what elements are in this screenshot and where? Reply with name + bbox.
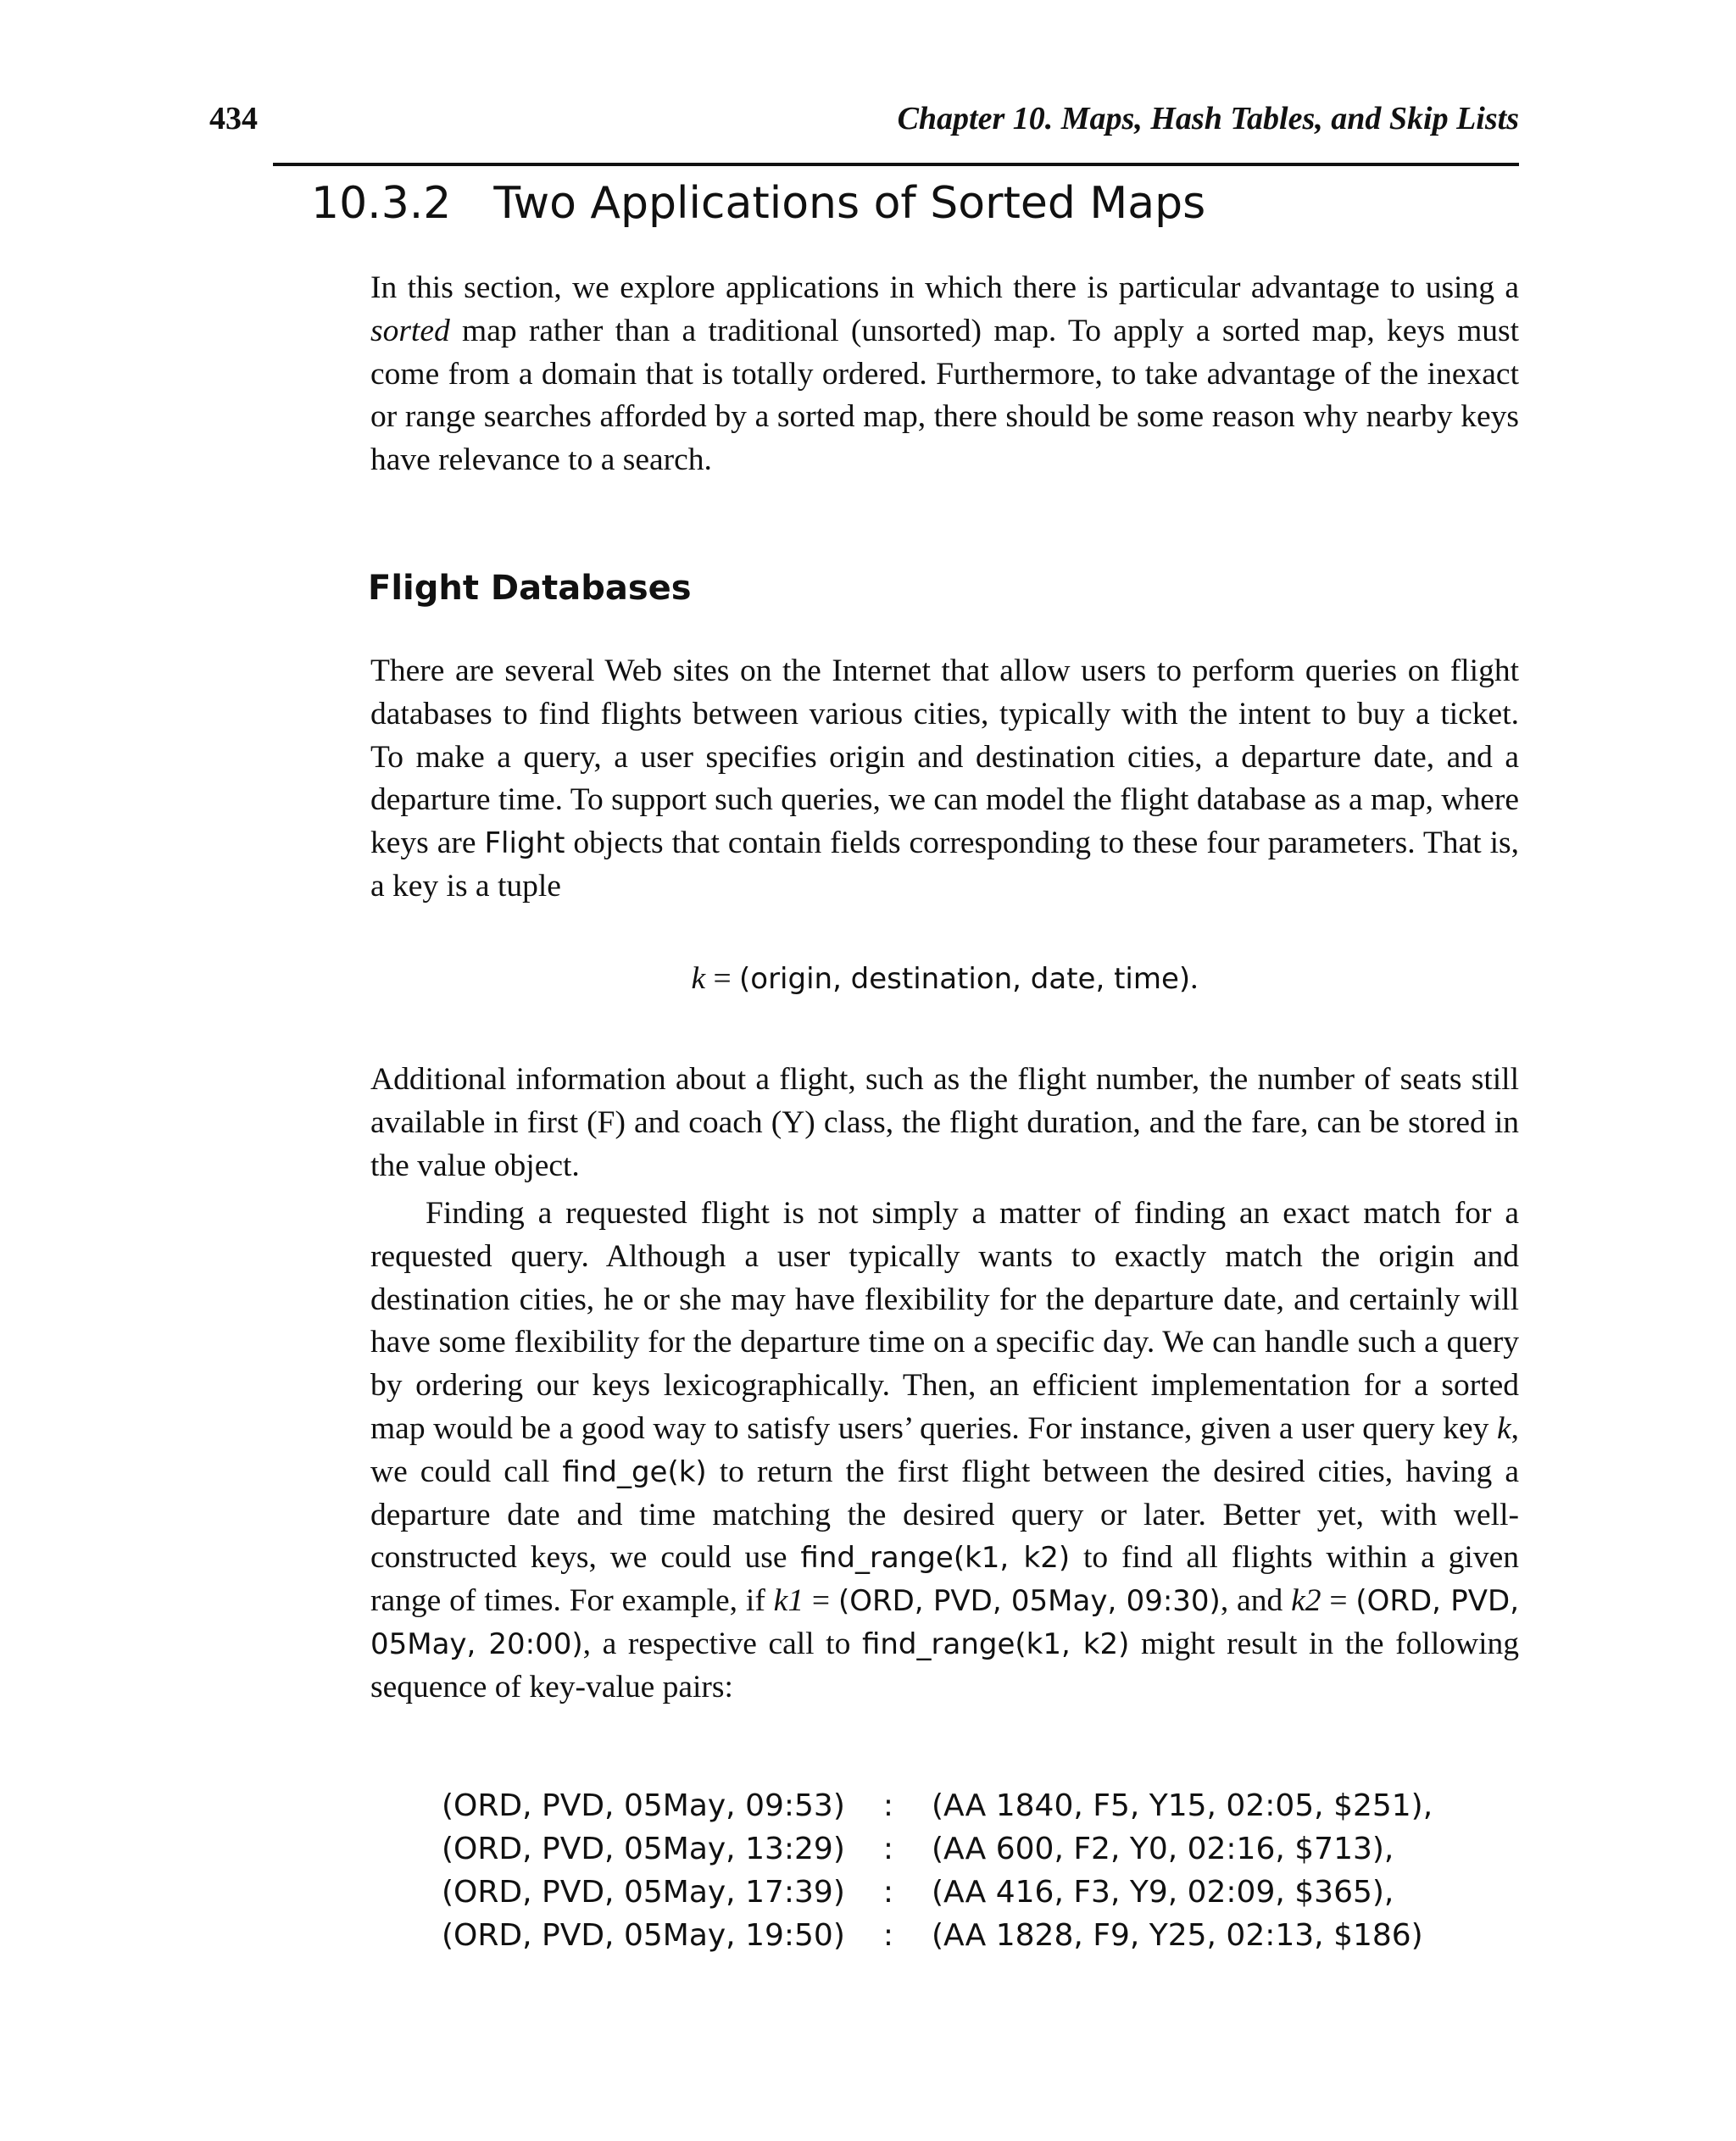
key-tuple-equation: k = (origin, destination, date, time). xyxy=(691,961,1199,996)
kv-separator: : xyxy=(882,1918,893,1953)
code-k1-value: (ORD, PVD, 05May, 09:30) xyxy=(837,1584,1221,1619)
kv-separator: : xyxy=(882,1832,893,1866)
page-number: 434 xyxy=(209,101,258,136)
kv-key: (ORD, PVD, 05May, 19:50) xyxy=(442,1918,845,1953)
table-row xyxy=(442,1914,1433,1957)
running-head: Chapter 10. Maps, Hash Tables, and Skip Lists xyxy=(897,101,1519,136)
code-k2-value: (ORD, PVD, 05May, 20:00) xyxy=(370,1584,1520,1661)
kv-separator: : xyxy=(882,1875,893,1910)
code-find-range: find_range(k1, k2) xyxy=(800,1541,1071,1576)
kv-key: (ORD, PVD, 05May, 09:53) xyxy=(442,1788,845,1823)
header-rule xyxy=(273,163,1519,166)
kv-key: (ORD, PVD, 05May, 13:29) xyxy=(442,1832,845,1866)
table-row xyxy=(442,1871,1433,1914)
section-heading xyxy=(311,178,1205,229)
section-title: Two Applications of Sorted Maps xyxy=(493,178,1206,229)
eq-rhs: (origin, destination, date, time) xyxy=(739,962,1191,996)
flight-paragraph: There are several Web sites on the Internet that allow users to perform queries on flight databases to find flights between various cities, typically with the intent to buy a ticket. To make a query, a user specifies origin and destination cities, a departure date, and a departure time. To support such queries, we can model the flight database as a map, where keys are Flight objects that contain fields corresponding to these four parameters. That is, a key is a tuple xyxy=(370,653,1519,904)
table-row xyxy=(442,1827,1433,1871)
kv-value: (AA 416, F3, Y9, 02:09, $365), xyxy=(932,1875,1394,1910)
kv-value: (AA 600, F2, Y0, 02:16, $713), xyxy=(932,1832,1394,1866)
eq-lhs: k xyxy=(691,961,706,996)
kv-separator: : xyxy=(882,1788,893,1823)
additional-info-paragraph: Additional information about a flight, such as the flight number, the number of seats still available in first (F) and coach (Y) class, the flight duration, and the fare, can be stored in the value object. xyxy=(370,1062,1519,1183)
finding-paragraph: Finding a requested flight is not simply a matter of finding an exact match for a requested query. Although a user typically wants to exactly match the origin and destination cities, he or she may have flexibility for the departure date, and certainly will have some flexibility for the departure time on a specific day. We can handle such a query by ordering our keys lexicographically. Then, an efficient implementation for a sorted map would be a good way to satisfy users’ queries. For instance, given a user query key k, we could call find_ge(k) to return the first flight between the desired cities, having a departure date and time matching the desired query or later. Better yet, with well-constructed keys, we could use find_range(k1, k2) to find all flights within a given range of times. For example, if k1 = (ORD, PVD, 05May, 09:30), and k2 = (ORD, PVD, 05May, 20:00), a respective call to find_range(k1, k2) might result in the following sequence of key-value pairs: xyxy=(370,1196,1520,1704)
section-number: 10.3.2 xyxy=(311,178,452,229)
emphasis-sorted: sorted xyxy=(370,313,450,348)
key-value-pairs-table xyxy=(442,1784,1433,1957)
kv-value: (AA 1828, F9, Y25, 02:13, $186) xyxy=(932,1918,1423,1953)
intro-paragraph: In this section, we explore applications in which there is particular advantage to using a sorted map rather than a traditional (unsorted) map. To apply a sorted map, keys must come from a domain that is totally ordered. Furthermore, to take advantage of the inexact or range searches afforded by a sorted map, there should be some reason why nearby keys have relevance to a search. xyxy=(370,270,1519,478)
code-find-ge: find_ge(k) xyxy=(562,1454,707,1489)
table-row xyxy=(442,1784,1433,1827)
subsection-heading: Flight Databases xyxy=(368,569,692,608)
kv-key: (ORD, PVD, 05May, 17:39) xyxy=(442,1875,845,1910)
code-flight: Flight xyxy=(484,826,565,861)
kv-value: (AA 1840, F5, Y15, 02:05, $251), xyxy=(932,1788,1433,1823)
code-find-range-call: find_range(k1, k2) xyxy=(861,1627,1130,1661)
